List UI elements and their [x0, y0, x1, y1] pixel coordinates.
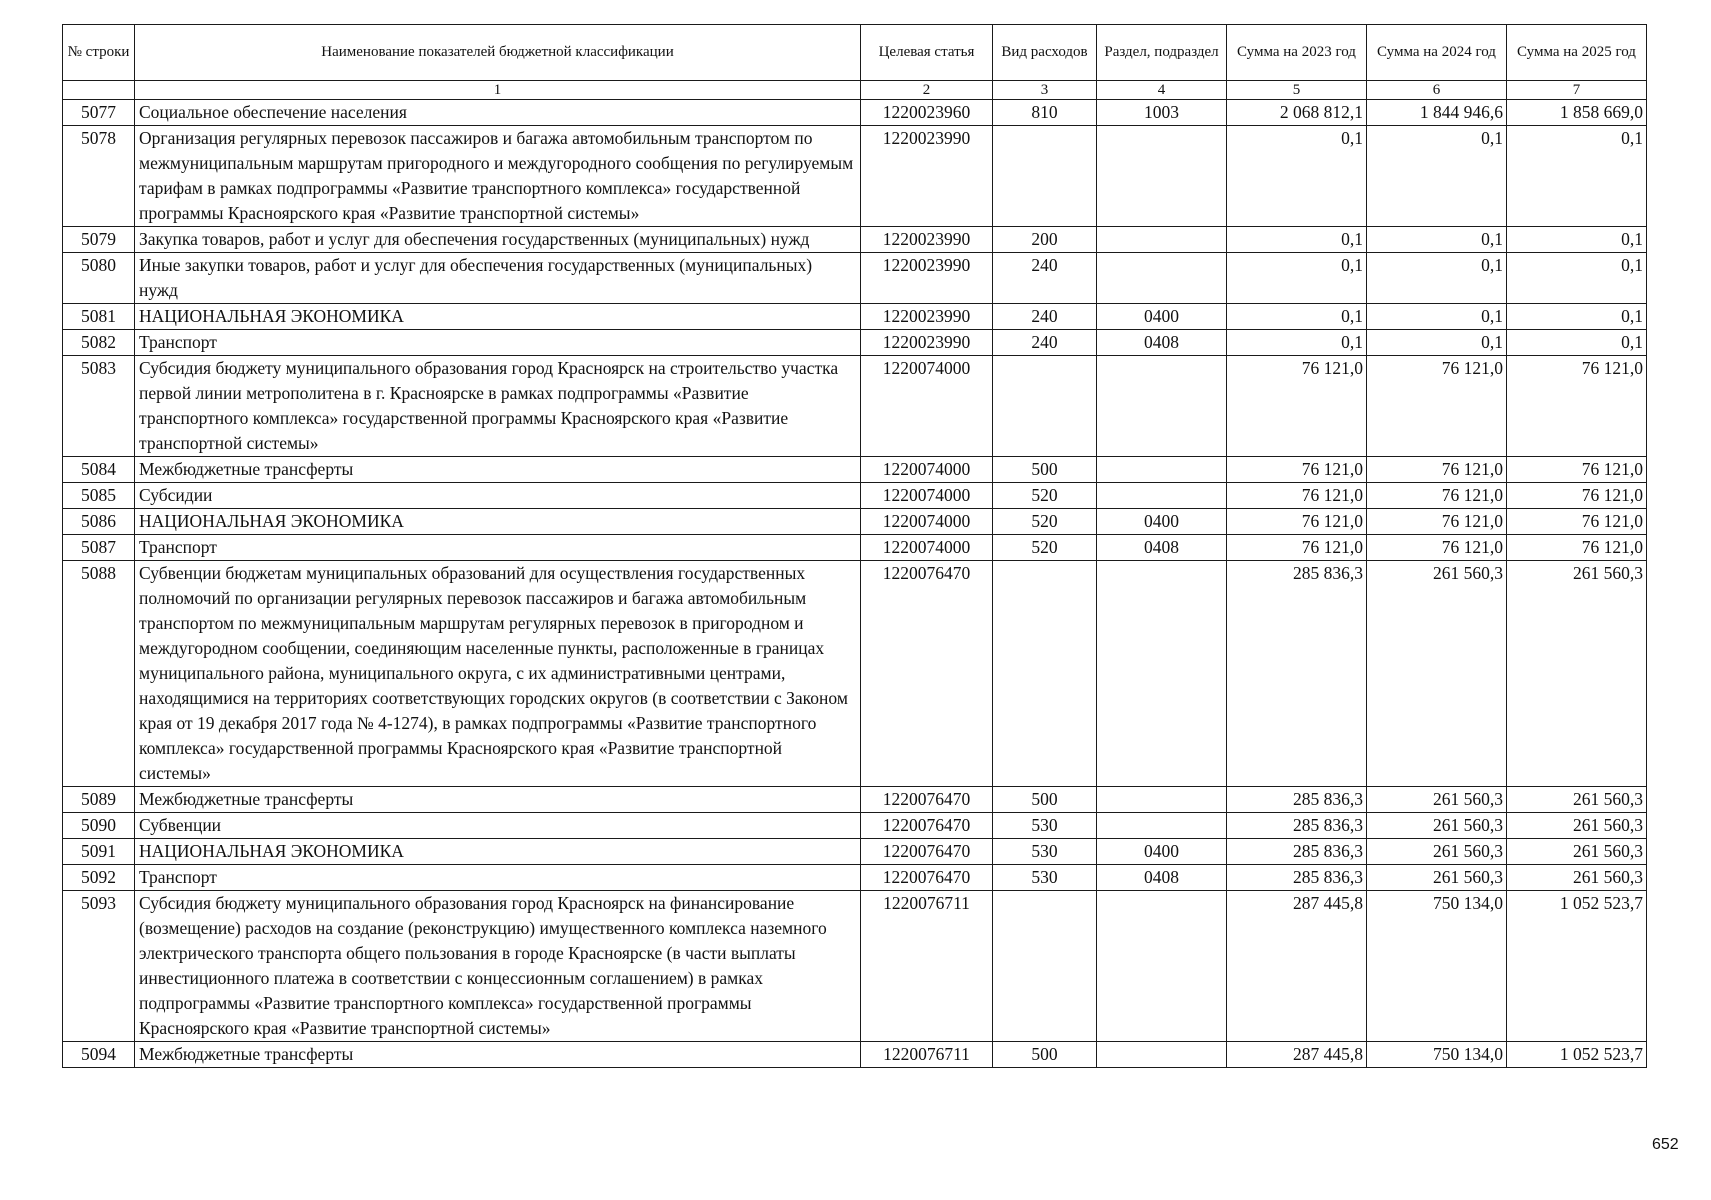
header-target: Целевая статья	[861, 25, 993, 81]
row-number-cell: 5083	[63, 356, 135, 457]
header-row	[63, 25, 1647, 81]
indicator-name-cell: Субсидия бюджету муниципального образования город Красноярск на финансирование (возмещение) расходов на создание (реконструкцию) имущественного комплекса наземного электрического транспорта общего пользования в городе Красноярске (в части выплаты инвестиционного платежа в соответствии с концессионным соглашением) в рамках подпрограммы «Развитие транспортного комплекса» государственной программы Красноярского края «Развитие транспортной системы»	[135, 891, 861, 1042]
column-number: 3	[993, 81, 1097, 100]
column-number: 6	[1367, 81, 1507, 100]
indicator-name-cell: Межбюджетные трансферты	[135, 787, 861, 813]
sum-2025-cell: 261 560,3	[1507, 813, 1647, 839]
target-article-cell: 1220074000	[861, 483, 993, 509]
target-article-cell: 1220076470	[861, 813, 993, 839]
section-cell	[1097, 126, 1227, 227]
table-row	[63, 535, 1647, 561]
column-number: 7	[1507, 81, 1647, 100]
target-article-cell: 1220076470	[861, 865, 993, 891]
row-number-cell: 5094	[63, 1042, 135, 1068]
expense-type-cell	[993, 891, 1097, 1042]
sum-2025-cell: 76 121,0	[1507, 483, 1647, 509]
sum-2024-cell: 261 560,3	[1367, 787, 1507, 813]
column-number: 4	[1097, 81, 1227, 100]
expense-type-cell: 530	[993, 813, 1097, 839]
section-cell: 0408	[1097, 330, 1227, 356]
target-article-cell: 1220076470	[861, 561, 993, 787]
expense-type-cell: 200	[993, 227, 1097, 253]
sum-2023-cell: 287 445,8	[1227, 1042, 1367, 1068]
sum-2023-cell: 0,1	[1227, 253, 1367, 304]
sum-2024-cell: 0,1	[1367, 330, 1507, 356]
table-row	[63, 126, 1647, 227]
row-number-cell: 5082	[63, 330, 135, 356]
sum-2024-cell: 76 121,0	[1367, 356, 1507, 457]
row-number-cell: 5088	[63, 561, 135, 787]
target-article-cell: 1220023990	[861, 227, 993, 253]
expense-type-cell: 240	[993, 330, 1097, 356]
row-number-cell: 5087	[63, 535, 135, 561]
budget-table	[62, 24, 1647, 1068]
sum-2025-cell: 0,1	[1507, 304, 1647, 330]
header-sum-2023: Сумма на 2023 год	[1227, 25, 1367, 81]
expense-type-cell	[993, 126, 1097, 227]
header-row-no: № строки	[63, 25, 135, 81]
sum-2023-cell: 0,1	[1227, 227, 1367, 253]
sum-2024-cell: 261 560,3	[1367, 865, 1507, 891]
target-article-cell: 1220076470	[861, 787, 993, 813]
sum-2025-cell: 1 858 669,0	[1507, 100, 1647, 126]
sum-2023-cell: 76 121,0	[1227, 535, 1367, 561]
table-row	[63, 227, 1647, 253]
target-article-cell: 1220076711	[861, 891, 993, 1042]
sum-2024-cell: 76 121,0	[1367, 509, 1507, 535]
target-article-cell: 1220023990	[861, 304, 993, 330]
row-number-cell: 5091	[63, 839, 135, 865]
section-cell	[1097, 891, 1227, 1042]
header-sum-2024: Сумма на 2024 год	[1367, 25, 1507, 81]
sum-2024-cell: 261 560,3	[1367, 813, 1507, 839]
sum-2023-cell: 285 836,3	[1227, 839, 1367, 865]
table-row	[63, 839, 1647, 865]
sum-2025-cell: 261 560,3	[1507, 787, 1647, 813]
table-row	[63, 304, 1647, 330]
section-cell	[1097, 356, 1227, 457]
section-cell	[1097, 1042, 1227, 1068]
row-number-cell: 5077	[63, 100, 135, 126]
target-article-cell: 1220074000	[861, 535, 993, 561]
target-article-cell: 1220023960	[861, 100, 993, 126]
sum-2023-cell: 285 836,3	[1227, 813, 1367, 839]
sum-2023-cell: 285 836,3	[1227, 865, 1367, 891]
target-article-cell: 1220023990	[861, 126, 993, 227]
sum-2025-cell: 76 121,0	[1507, 535, 1647, 561]
indicator-name-cell: Субсидия бюджету муниципального образования город Красноярск на строительство участка первой линии метрополитена в г. Красноярске в рамках подпрограммы «Развитие транспортного комплекса» государственной программы Красноярского края «Развитие транспортной системы»	[135, 356, 861, 457]
sum-2024-cell: 0,1	[1367, 227, 1507, 253]
row-number-cell: 5080	[63, 253, 135, 304]
sum-2024-cell: 1 844 946,6	[1367, 100, 1507, 126]
target-article-cell: 1220074000	[861, 356, 993, 457]
indicator-name-cell: Транспорт	[135, 865, 861, 891]
sum-2023-cell: 0,1	[1227, 126, 1367, 227]
target-article-cell: 1220076711	[861, 1042, 993, 1068]
row-number-cell: 5092	[63, 865, 135, 891]
indicator-name-cell: Транспорт	[135, 330, 861, 356]
row-number-cell: 5090	[63, 813, 135, 839]
sum-2025-cell: 0,1	[1507, 126, 1647, 227]
section-cell: 0400	[1097, 304, 1227, 330]
column-number: 5	[1227, 81, 1367, 100]
table-row	[63, 1042, 1647, 1068]
table-row	[63, 330, 1647, 356]
target-article-cell: 1220023990	[861, 330, 993, 356]
sum-2023-cell: 76 121,0	[1227, 457, 1367, 483]
expense-type-cell: 240	[993, 304, 1097, 330]
expense-type-cell: 240	[993, 253, 1097, 304]
section-cell: 0400	[1097, 509, 1227, 535]
sum-2025-cell: 1 052 523,7	[1507, 891, 1647, 1042]
expense-type-cell: 530	[993, 865, 1097, 891]
row-number-cell: 5085	[63, 483, 135, 509]
section-cell	[1097, 561, 1227, 787]
indicator-name-cell: Межбюджетные трансферты	[135, 457, 861, 483]
sum-2024-cell: 0,1	[1367, 304, 1507, 330]
expense-type-cell: 500	[993, 787, 1097, 813]
column-number-row	[63, 81, 1647, 100]
section-cell	[1097, 253, 1227, 304]
table-row	[63, 483, 1647, 509]
sum-2023-cell: 285 836,3	[1227, 561, 1367, 787]
row-number-cell: 5093	[63, 891, 135, 1042]
header-sum-2025: Сумма на 2025 год	[1507, 25, 1647, 81]
target-article-cell: 1220023990	[861, 253, 993, 304]
row-number-cell: 5079	[63, 227, 135, 253]
row-number-cell: 5078	[63, 126, 135, 227]
sum-2024-cell: 261 560,3	[1367, 561, 1507, 787]
sum-2025-cell: 0,1	[1507, 227, 1647, 253]
expense-type-cell: 530	[993, 839, 1097, 865]
indicator-name-cell: Иные закупки товаров, работ и услуг для обеспечения государственных (муниципальных) нужд	[135, 253, 861, 304]
table-body	[63, 100, 1647, 1068]
section-cell	[1097, 813, 1227, 839]
expense-type-cell	[993, 356, 1097, 457]
header-name: Наименование показателей бюджетной классификации	[135, 25, 861, 81]
sum-2023-cell: 287 445,8	[1227, 891, 1367, 1042]
indicator-name-cell: Субвенции	[135, 813, 861, 839]
sum-2023-cell: 2 068 812,1	[1227, 100, 1367, 126]
section-cell	[1097, 227, 1227, 253]
column-number: 1	[135, 81, 861, 100]
sum-2024-cell: 76 121,0	[1367, 483, 1507, 509]
indicator-name-cell: Межбюджетные трансферты	[135, 1042, 861, 1068]
indicator-name-cell: Социальное обеспечение населения	[135, 100, 861, 126]
sum-2025-cell: 261 560,3	[1507, 561, 1647, 787]
indicator-name-cell: НАЦИОНАЛЬНАЯ ЭКОНОМИКА	[135, 839, 861, 865]
table-row	[63, 561, 1647, 787]
expense-type-cell: 810	[993, 100, 1097, 126]
header-section: Раздел, подраздел	[1097, 25, 1227, 81]
sum-2025-cell: 76 121,0	[1507, 457, 1647, 483]
sum-2023-cell: 76 121,0	[1227, 509, 1367, 535]
expense-type-cell	[993, 561, 1097, 787]
table-row	[63, 253, 1647, 304]
expense-type-cell: 520	[993, 535, 1097, 561]
sum-2023-cell: 76 121,0	[1227, 356, 1367, 457]
section-cell	[1097, 787, 1227, 813]
section-cell	[1097, 483, 1227, 509]
table-row	[63, 509, 1647, 535]
section-cell	[1097, 457, 1227, 483]
sum-2025-cell: 1 052 523,7	[1507, 1042, 1647, 1068]
page-number: 652	[1652, 1136, 1679, 1153]
indicator-name-cell: Субвенции бюджетам муниципальных образований для осуществления государственных полномочий по организации регулярных перевозок пассажиров и багажа автомобильным транспортом по межмуниципальным маршрутам регулярных перевозок в пригородном и междугородном сообщении, соединяющим населенные пункты, расположенные в границах муниципального района, муниципального округа, с их административными центрами, находящимися на территориях соответствующих городских округов (в соответствии с Законом края от 19 декабря 2017 года № 4-1274), в рамках подпрограммы «Развитие транспортного комплекса» государственной программы Красноярского края «Развитие транспортной системы»	[135, 561, 861, 787]
expense-type-cell: 520	[993, 483, 1097, 509]
expense-type-cell: 500	[993, 457, 1097, 483]
table-row	[63, 865, 1647, 891]
row-number-cell: 5089	[63, 787, 135, 813]
sum-2024-cell: 750 134,0	[1367, 891, 1507, 1042]
budget-table-sheet	[62, 24, 1647, 1068]
table-row	[63, 787, 1647, 813]
section-cell: 0408	[1097, 535, 1227, 561]
sum-2023-cell: 0,1	[1227, 330, 1367, 356]
column-number	[63, 81, 135, 100]
table-row	[63, 457, 1647, 483]
sum-2025-cell: 76 121,0	[1507, 509, 1647, 535]
expense-type-cell: 520	[993, 509, 1097, 535]
table-row	[63, 891, 1647, 1042]
row-number-cell: 5084	[63, 457, 135, 483]
indicator-name-cell: Субсидии	[135, 483, 861, 509]
indicator-name-cell: Транспорт	[135, 535, 861, 561]
sum-2024-cell: 0,1	[1367, 253, 1507, 304]
sum-2024-cell: 261 560,3	[1367, 839, 1507, 865]
indicator-name-cell: НАЦИОНАЛЬНАЯ ЭКОНОМИКА	[135, 304, 861, 330]
sum-2023-cell: 76 121,0	[1227, 483, 1367, 509]
target-article-cell: 1220074000	[861, 457, 993, 483]
sum-2025-cell: 261 560,3	[1507, 839, 1647, 865]
sum-2023-cell: 0,1	[1227, 304, 1367, 330]
sum-2025-cell: 76 121,0	[1507, 356, 1647, 457]
section-cell: 0400	[1097, 839, 1227, 865]
target-article-cell: 1220074000	[861, 509, 993, 535]
row-number-cell: 5086	[63, 509, 135, 535]
sum-2024-cell: 0,1	[1367, 126, 1507, 227]
table-row	[63, 100, 1647, 126]
table-row	[63, 813, 1647, 839]
sum-2023-cell: 285 836,3	[1227, 787, 1367, 813]
header-expense-type: Вид расходов	[993, 25, 1097, 81]
sum-2025-cell: 261 560,3	[1507, 865, 1647, 891]
column-number: 2	[861, 81, 993, 100]
sum-2024-cell: 750 134,0	[1367, 1042, 1507, 1068]
indicator-name-cell: НАЦИОНАЛЬНАЯ ЭКОНОМИКА	[135, 509, 861, 535]
indicator-name-cell: Организация регулярных перевозок пассажиров и багажа автомобильным транспортом по межмуниципальным маршрутам пригородного и междугородного сообщения по регулируемым тарифам в рамках подпрограммы «Развитие транспортного комплекса» государственной программы Красноярского края «Развитие транспортной системы»	[135, 126, 861, 227]
table-row	[63, 356, 1647, 457]
section-cell: 1003	[1097, 100, 1227, 126]
sum-2025-cell: 0,1	[1507, 330, 1647, 356]
indicator-name-cell: Закупка товаров, работ и услуг для обеспечения государственных (муниципальных) нужд	[135, 227, 861, 253]
target-article-cell: 1220076470	[861, 839, 993, 865]
row-number-cell: 5081	[63, 304, 135, 330]
sum-2024-cell: 76 121,0	[1367, 457, 1507, 483]
sum-2024-cell: 76 121,0	[1367, 535, 1507, 561]
sum-2025-cell: 0,1	[1507, 253, 1647, 304]
section-cell: 0408	[1097, 865, 1227, 891]
expense-type-cell: 500	[993, 1042, 1097, 1068]
